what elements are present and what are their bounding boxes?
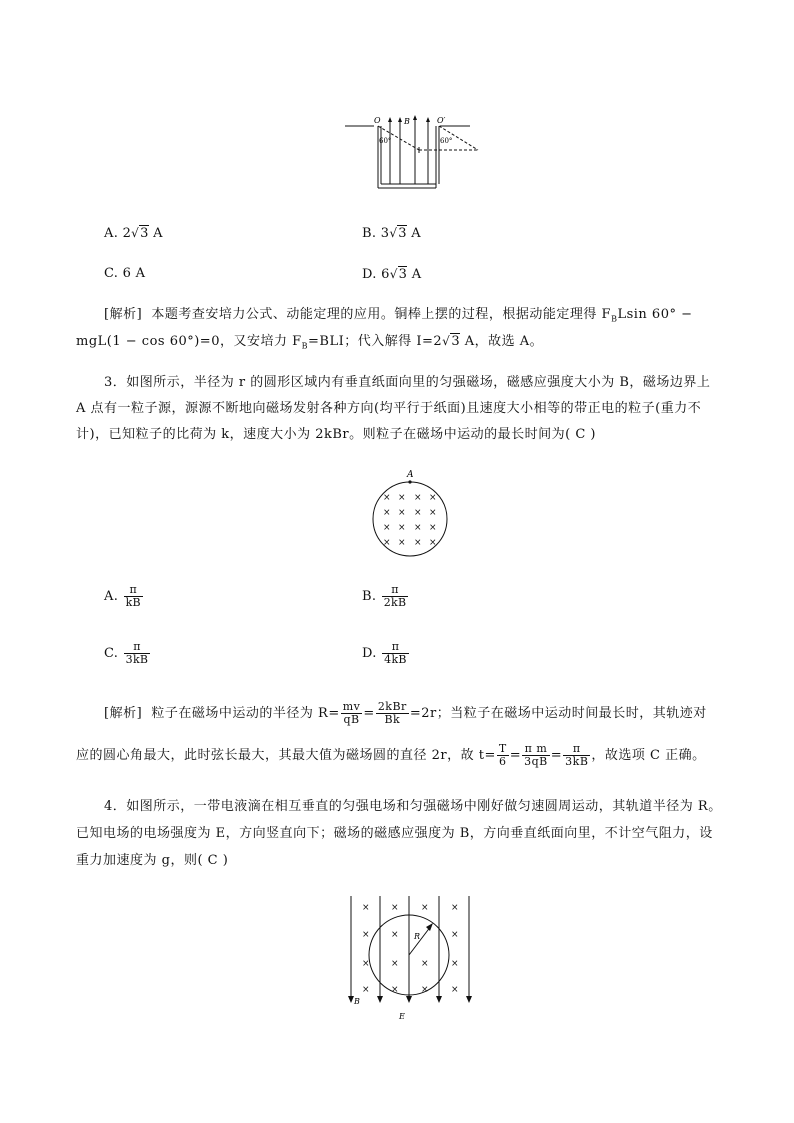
- q3-option-d: D. $\frac{\pi}{4kB}$: [362, 640, 407, 666]
- copper-rod-figure: [340, 112, 490, 192]
- svg-text:×: ×: [362, 985, 370, 995]
- svg-text:×: ×: [429, 493, 437, 503]
- svg-text:×: ×: [362, 959, 370, 969]
- circular-field-figure: [366, 466, 456, 562]
- q2-option-c: C. 6 A: [104, 266, 146, 281]
- q3-stem-line1: 3．如图所示，半径为 r 的圆形区域内有垂直纸面向里的匀强磁场，磁感应强度大小为 B，磁场边界上: [104, 375, 711, 390]
- label-o-prime: O′: [437, 116, 446, 125]
- svg-text:×: ×: [451, 959, 459, 969]
- q3-option-a: A. $\frac{\pi}{kB}$: [104, 583, 141, 609]
- q2-option-d: D. 6√3 A: [362, 267, 422, 282]
- svg-text:×: ×: [414, 523, 422, 533]
- svg-text:×: ×: [391, 985, 399, 995]
- svg-text:×: ×: [391, 930, 399, 940]
- svg-text:×: ×: [398, 523, 406, 533]
- crossed-fields-figure: [340, 892, 480, 1022]
- q4-stem-line3: 重力加速度为 g，则( C ): [76, 853, 229, 868]
- svg-text:×: ×: [421, 903, 429, 913]
- solution-tag: [解析]: [104, 706, 143, 721]
- svg-text:×: ×: [421, 959, 429, 969]
- svg-text:×: ×: [398, 493, 406, 503]
- q3-solution-line1: [解析] 粒子在磁场中运动的半径为 R= $\frac{mv}{qB}$ = $\frac{\text{2kBr}}{Bk}$ =2r；当粒子在磁场中运动时间最长时，其轨迹对: [104, 700, 707, 726]
- svg-text:×: ×: [362, 930, 370, 940]
- svg-text:×: ×: [391, 959, 399, 969]
- svg-text:×: ×: [362, 903, 370, 913]
- q4-stem-line1: 4．如图所示，一带电液滴在相互垂直的匀强电场和匀强磁场中刚好做匀速圆周运动，其轨道半径为 R。: [104, 799, 722, 814]
- angle-label-left: 60°: [379, 137, 392, 145]
- svg-text:×: ×: [414, 508, 422, 518]
- svg-text:×: ×: [383, 493, 391, 503]
- svg-text:×: ×: [451, 930, 459, 940]
- svg-text:×: ×: [451, 985, 459, 995]
- point-a-label: A: [407, 470, 414, 480]
- svg-text:×: ×: [451, 903, 459, 913]
- svg-text:×: ×: [398, 538, 406, 548]
- svg-text:×: ×: [383, 538, 391, 548]
- svg-text:×: ×: [383, 523, 391, 533]
- svg-text:×: ×: [391, 903, 399, 913]
- svg-text:×: ×: [429, 508, 437, 518]
- q2-option-a: A. 2√3 A: [104, 226, 163, 241]
- angle-label-right: 60°: [440, 137, 453, 145]
- e-label: E: [399, 1012, 405, 1021]
- q3-stem-line3: 计)，已知粒子的比荷为 k，速度大小为 2kBr。则粒子在磁场中运动的最长时间为( C ): [76, 427, 596, 442]
- label-b: B: [404, 117, 410, 126]
- svg-text:×: ×: [383, 508, 391, 518]
- q2-solution-line2: mgL(1 − cos 60°)=0，又安培力 $F_B=BLI$；代入解得 I=2√3 A，故选 A。: [76, 334, 544, 351]
- solution-tag: [解析]: [104, 307, 143, 322]
- q2-option-b: B. 3√3 A: [362, 226, 421, 241]
- q4-stem-line2: 已知电场的电场强度为 E，方向竖直向下；磁场的磁感应强度为 B，方向垂直纸面向里，不计空气阻力，设: [76, 826, 713, 841]
- svg-text:×: ×: [414, 538, 422, 548]
- svg-text:×: ×: [421, 985, 429, 995]
- q2-solution-line1: [解析] 本题考查安培力公式、动能定理的应用。铜棒上摆的过程，根据动能定理得 $F_BLsin$ 60° −: [104, 307, 693, 324]
- svg-text:×: ×: [429, 538, 437, 548]
- label-o: O: [374, 116, 381, 125]
- q3-stem-line2: A 点有一粒子源，源源不断地向磁场发射各种方向(均平行于纸面)且速度大小相等的带正电的粒子(重力不: [76, 401, 702, 416]
- q3-solution-line2: 应的圆心角最大，此时弦长最大，其最大值为磁场圆的直径 2r，故 t= $\frac{T}{6}$ = $\frac{\text{π m}}{3qB}$ = $\frac{\pi}{3kB}$ ，故选项 C 正确。: [76, 742, 706, 768]
- svg-text:×: ×: [414, 493, 422, 503]
- svg-text:×: ×: [398, 508, 406, 518]
- radius-label: R: [414, 932, 421, 941]
- q3-option-c: C. $\frac{\pi}{3kB}$: [104, 640, 149, 666]
- svg-text:×: ×: [429, 523, 437, 533]
- b-label: B: [354, 997, 360, 1006]
- q3-option-b: B. $\frac{\pi}{2kB}$: [362, 583, 407, 609]
